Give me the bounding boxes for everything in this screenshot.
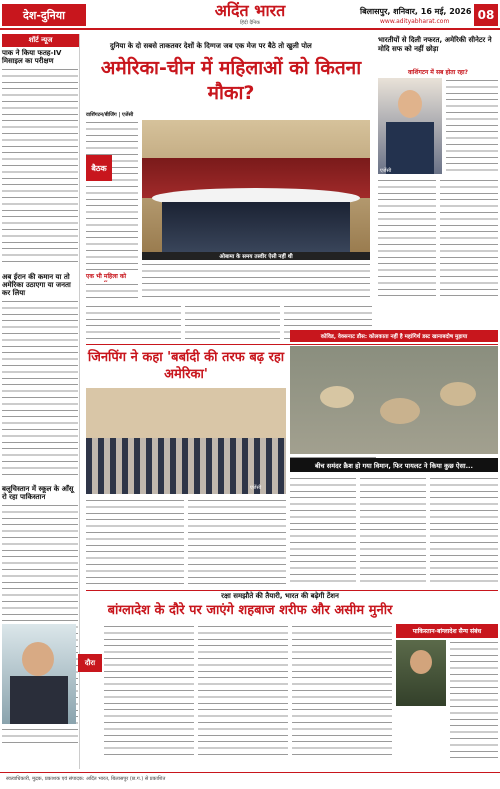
imprint: स्वत्वाधिकारी, मुद्रक, प्रकाशक एवं संपादक: अदिंत भारत, बिलासपुर (छ.ग.) से प्रकाशित [0, 772, 500, 789]
story-missile-title: पाक ने किया फतह-IV मिसाइल का परीक्षण [2, 49, 62, 65]
page-header [0, 0, 500, 30]
story-iran-title: अब ईरान की कमान या तो अमेरिका उठाएगा या जनता कर लिया [2, 273, 71, 297]
bottom-side-banner: पाकिस्तान-बांग्लादेश सैन्य संबंध [396, 624, 498, 638]
plane-body-col2 [360, 476, 426, 586]
story-iran-body [2, 299, 78, 479]
bottom-tag: दौरा [78, 654, 102, 672]
divider [86, 344, 498, 345]
xi-photo [86, 388, 286, 494]
plane-body-col1 [290, 476, 356, 586]
kolkata-photo [290, 346, 498, 454]
lead-body-col1b [86, 282, 138, 302]
right-story-body-b [378, 178, 436, 298]
lead-body-col1 [86, 120, 138, 270]
lead-subhead: एक भी महिला को [86, 273, 127, 280]
right-story-credit: एजेंसी [380, 168, 392, 174]
masthead-tag: हिंदी दैनिक [239, 20, 261, 26]
xi-photo-credit: एजेंसी [250, 485, 262, 491]
lead-kicker: दुनिया के दो सबसे ताकतवर देशों के दिग्गज जब एक मेज पर बैठे तो खुली पोल [110, 42, 312, 50]
story-balochistan-title: बलूचिस्तान में स्कूल के आँसू रो रहा पाकिस्तान [2, 485, 74, 501]
lead-headline: अमेरिका-चीन में महिलाओं को कितना मौका? [100, 57, 362, 104]
bottom-side-body [450, 640, 498, 760]
lead-photo-note [142, 262, 370, 302]
kolkata-bar: कोविड, वेक्सनाट डौस: कोलकाता नहीं है महांगिर्थ डस्ट खानाबदोष मुड़ाया [290, 330, 498, 342]
page-number: 08 [474, 4, 498, 26]
lead-photo-caption: ओबामा के समय तस्वीर ऐसी नहीं थी [142, 252, 370, 260]
website-url: www.adityabharat.com [380, 18, 450, 25]
plane-body-col3 [430, 476, 498, 586]
section-label: देश-दुनिया [2, 4, 86, 26]
lead-photo [142, 120, 370, 252]
story-missile-body [2, 67, 78, 267]
short-news-label: शॉर्ट न्यूज [2, 34, 79, 47]
lead-tag: बैठक [86, 155, 112, 181]
munir-photo [396, 640, 446, 706]
masthead-name: अदिंत भारत [214, 1, 286, 20]
dateline: बिलासपुर, शनिवार, 16 मई, 2026 [360, 7, 472, 16]
right-story-title: भारतीयों से दिली नफरत, अमेरिकी सीनेटर ने मोदि सफ को नहीं छोड़ा [378, 36, 492, 53]
right-story-subtitle: वाशिंगटन में सब होता रहा? [407, 69, 469, 76]
sharif-photo [2, 624, 76, 724]
xi-body-col2 [188, 498, 286, 586]
xi-headline: जिनपिंग ने कहा 'बर्बादी की तरफ बढ़ रहा अमेरिका' [87, 350, 285, 382]
masthead [198, 2, 302, 28]
bottom-headline: बांग्लादेश के दौरे पर जाएंगे शहबाज शरीफ और असीम मुनीर [107, 603, 393, 618]
plane-headline: बीच समंदर क्रैश हो गया विमान, फिर पायलट ने किया कुछ ऐसा... [290, 458, 498, 472]
right-story-body-a [446, 78, 498, 174]
xi-body-col1 [86, 498, 184, 586]
right-story-body-c [440, 178, 498, 298]
lead-byline: वाशिंगटन/बीजिंग | एजेंसी [86, 112, 134, 118]
bottom-body-col1 [104, 624, 194, 760]
bottom-kicker: रक्षा समझौते की तैयारी, भारत की बढ़ेगी टेंशन [221, 592, 339, 600]
bottom-body-col2 [198, 624, 288, 760]
lead-body-col3 [185, 304, 280, 340]
right-story-photo [378, 78, 442, 174]
divider-bottom [86, 590, 498, 591]
bottom-body-col3 [292, 624, 392, 760]
lead-body-col2 [86, 304, 181, 340]
